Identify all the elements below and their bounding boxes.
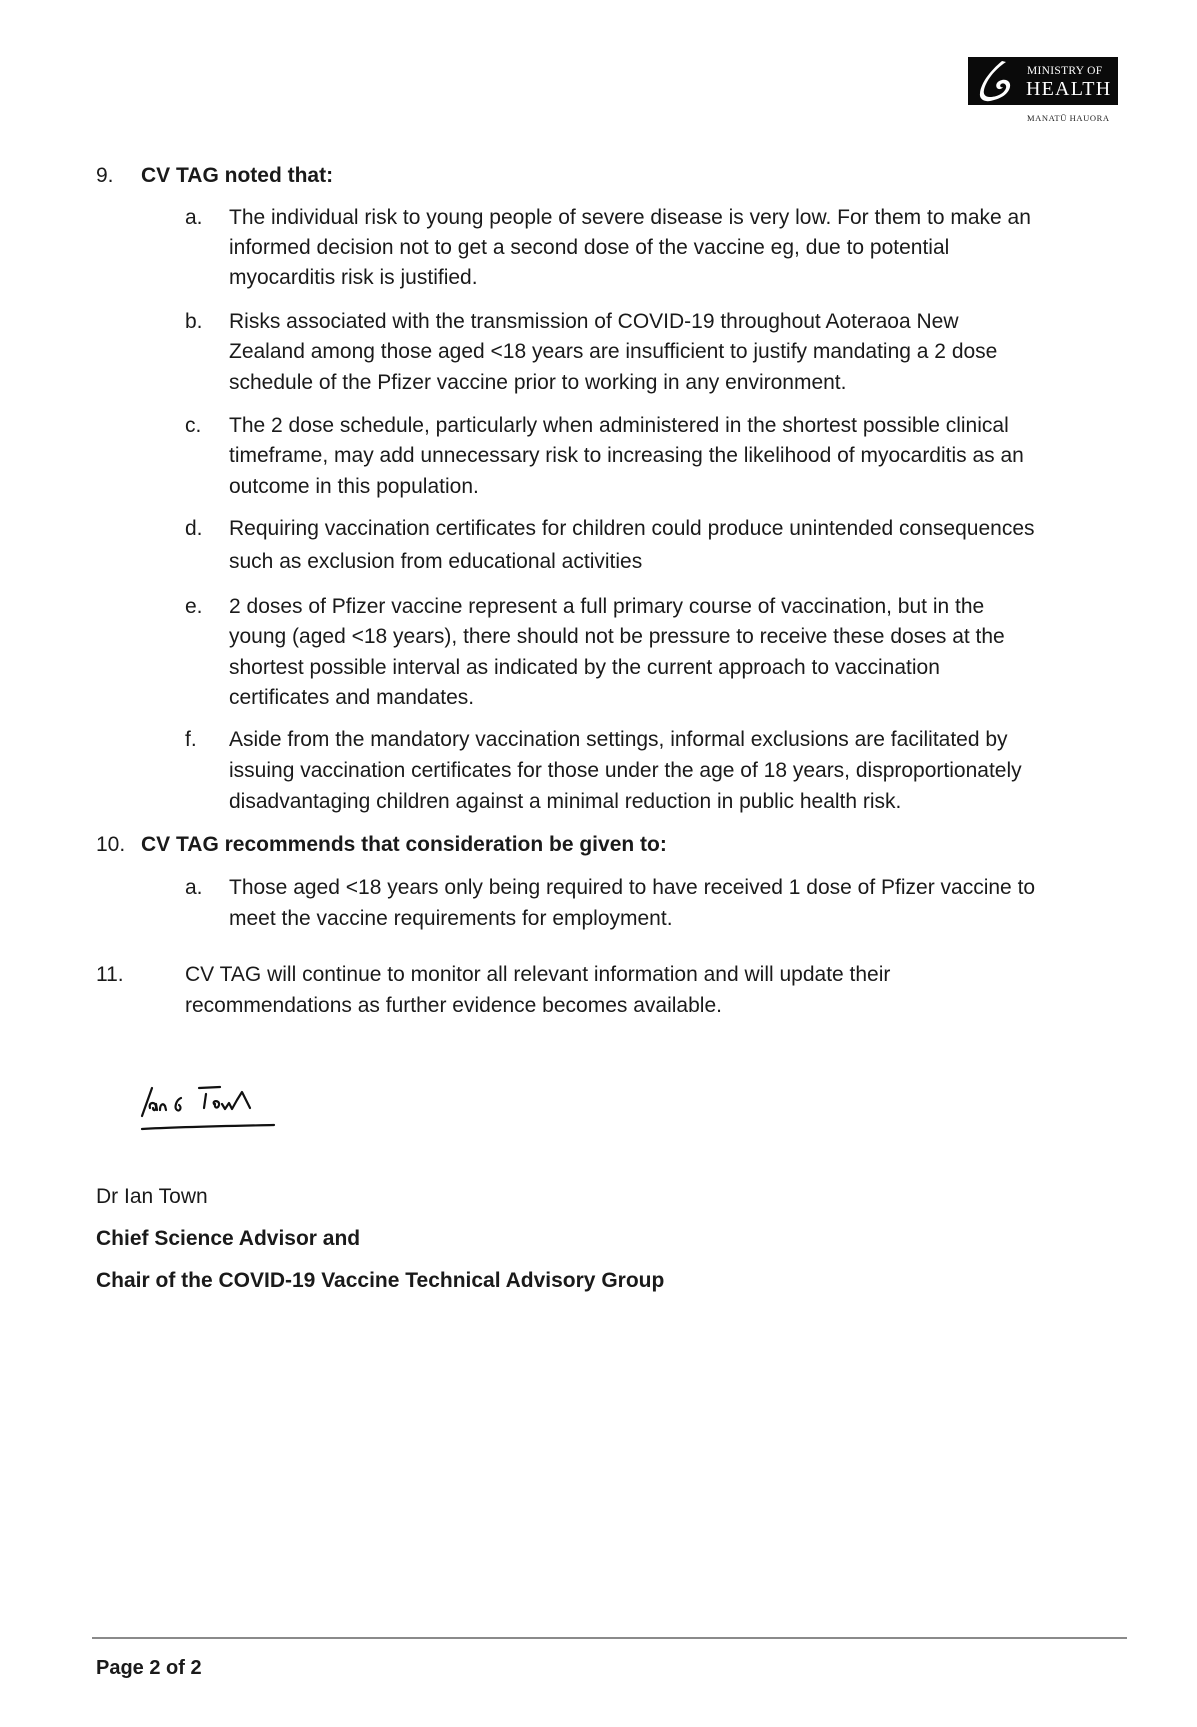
signatory-title-line2: Chair of the COVID-19 Vaccine Technical Advisory Group bbox=[96, 1269, 665, 1292]
ministry-of-health-logo bbox=[968, 57, 1118, 105]
item-text-line: outcome in this population. bbox=[229, 475, 479, 498]
logo-line2: HEALTH bbox=[1026, 78, 1112, 100]
item-text-line: Risks associated with the transmission of COVID-19 throughout Aoteraoa New bbox=[229, 310, 959, 333]
paragraph-line: recommendations as further evidence becomes available. bbox=[185, 994, 722, 1017]
item-text-line: disadvantaging children against a minimal reduction in public health risk. bbox=[229, 790, 902, 813]
handwritten-signature bbox=[136, 1082, 281, 1138]
section-heading: CV TAG noted that: bbox=[141, 164, 334, 187]
item-marker: c. bbox=[185, 414, 202, 437]
item-marker: f. bbox=[185, 728, 197, 751]
page-number: Page 2 of 2 bbox=[96, 1657, 202, 1679]
item-marker: d. bbox=[185, 517, 203, 540]
item-text-line: Aside from the mandatory vaccination settings, informal exclusions are facilitated by bbox=[229, 728, 1008, 751]
section-number: 9. bbox=[96, 164, 114, 187]
item-text-line: Those aged <18 years only being required to have received 1 dose of Pfizer vaccine to bbox=[229, 876, 1036, 899]
item-text-line: Zealand among those aged <18 years are insufficient to justify mandating a 2 dose bbox=[229, 340, 998, 363]
footer-divider bbox=[92, 1637, 1127, 1639]
section-number: 10. bbox=[96, 833, 126, 856]
item-text-line: issuing vaccination certificates for those under the age of 18 years, disproportionately bbox=[229, 759, 1022, 782]
section-heading: CV TAG recommends that consideration be given to: bbox=[141, 833, 667, 856]
item-text-line: myocarditis risk is justified. bbox=[229, 266, 478, 289]
item-marker: a. bbox=[185, 206, 203, 229]
logo-line1: MINISTRY OF bbox=[1027, 65, 1103, 77]
koru-icon bbox=[972, 57, 1024, 105]
section-number: 11. bbox=[96, 963, 124, 986]
item-text-line: young (aged <18 years), there should not be pressure to receive these doses at the bbox=[229, 625, 1005, 648]
item-text-line: certificates and mandates. bbox=[229, 686, 475, 709]
paragraph-line: CV TAG will continue to monitor all relevant information and will update their bbox=[185, 963, 891, 986]
item-text-line: The individual risk to young people of severe disease is very low. For them to make an bbox=[229, 206, 1031, 229]
item-text-line: shortest possible interval as indicated by the current approach to vaccination bbox=[229, 656, 940, 679]
item-text-line: schedule of the Pfizer vaccine prior to working in any environment. bbox=[229, 371, 847, 394]
item-text-line: informed decision not to get a second dose of the vaccine eg, due to potential bbox=[229, 236, 950, 259]
item-text-line: such as exclusion from educational activities bbox=[229, 550, 643, 573]
item-marker: a. bbox=[185, 876, 203, 899]
signatory-title-line1: Chief Science Advisor and bbox=[96, 1227, 361, 1250]
item-text-line: timeframe, may add unnecessary risk to increasing the likelihood of myocarditis as an bbox=[229, 444, 1024, 467]
item-text-line: Requiring vaccination certificates for children could produce unintended consequences bbox=[229, 517, 1035, 540]
item-marker: b. bbox=[185, 310, 203, 333]
item-text-line: 2 doses of Pfizer vaccine represent a full primary course of vaccination, but in the bbox=[229, 595, 985, 618]
signatory-name: Dr Ian Town bbox=[96, 1185, 208, 1208]
item-text-line: meet the vaccine requirements for employment. bbox=[229, 907, 673, 930]
logo-subtitle: MANATŪ HAUORA bbox=[1027, 113, 1110, 123]
item-text-line: The 2 dose schedule, particularly when administered in the shortest possible clinical bbox=[229, 414, 1009, 437]
item-marker: e. bbox=[185, 595, 203, 618]
